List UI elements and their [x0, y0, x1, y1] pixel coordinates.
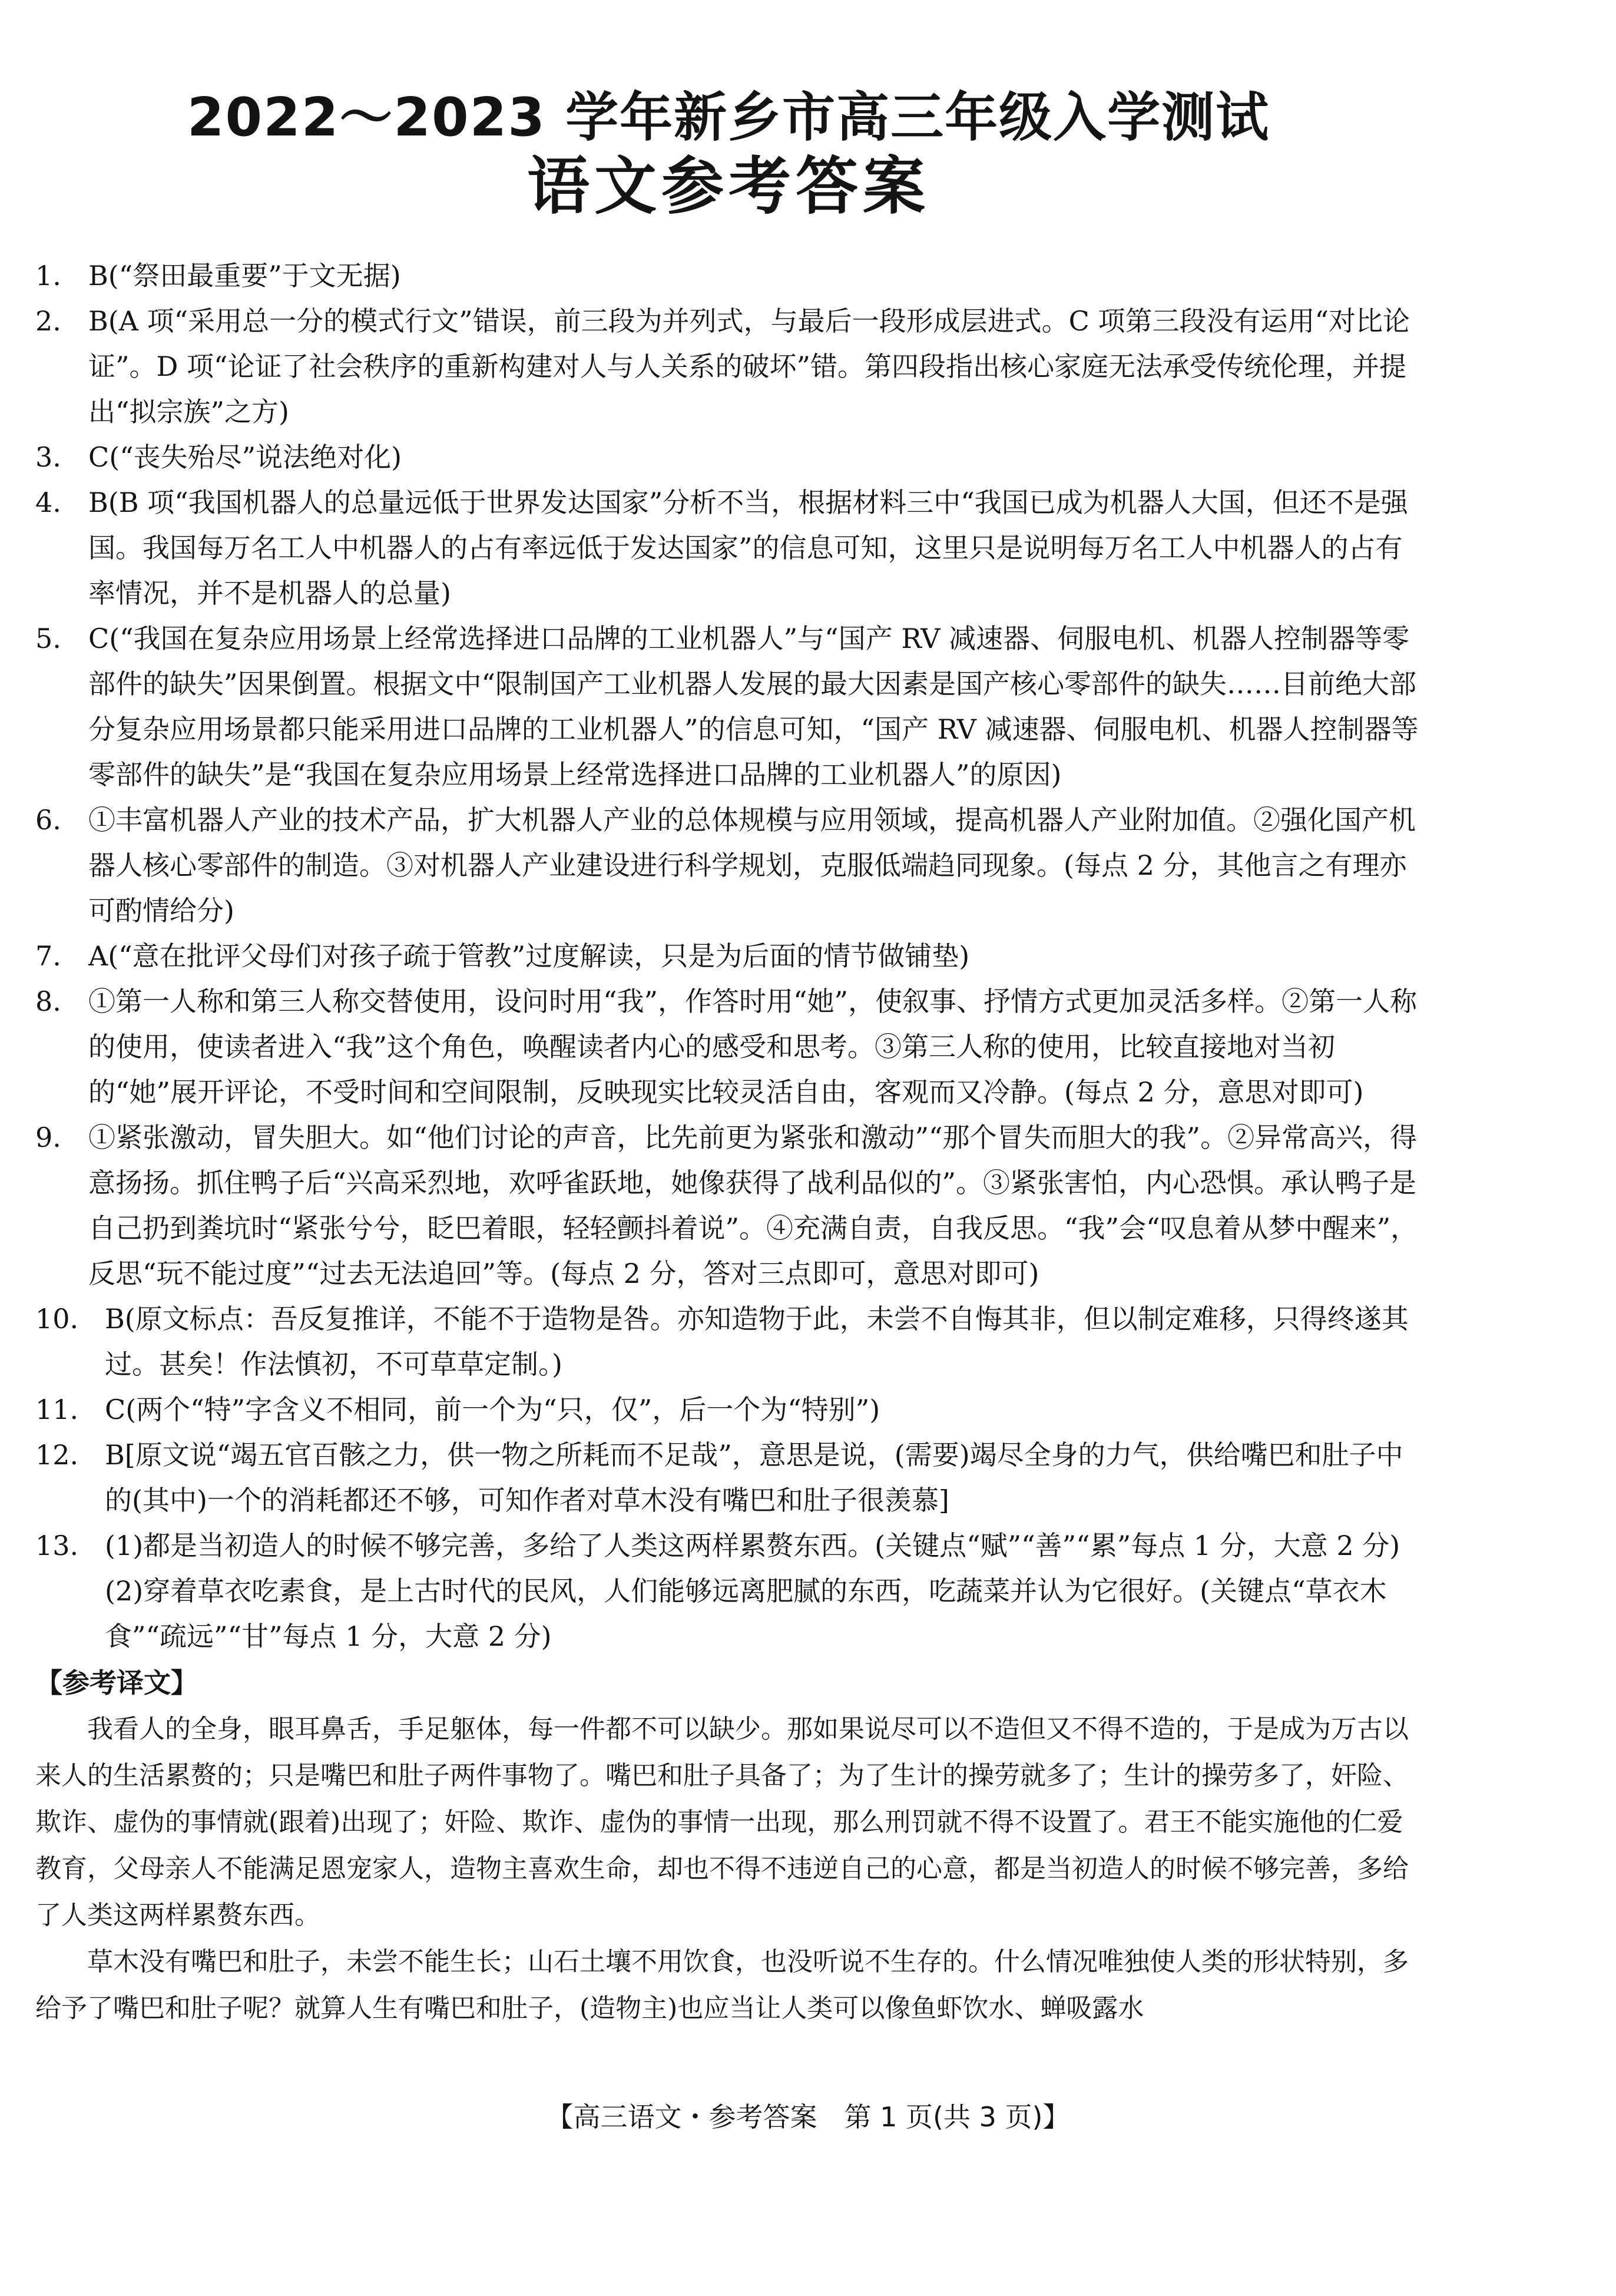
answer-text: B(A 项“采用总一分的模式行文”错误，前三段为并列式，与最后一段形成层进式。C 项第三段没有运用“对比论证”。D 项“论证了社会秩序的重新构建对人与人关系的破坏”错。第四段指出核心家庭无法承受传统伦理，并提出“拟宗族”之方) [88, 305, 1410, 428]
answer-item-10 [35, 1296, 1422, 1387]
answer-number: 12. [35, 1439, 79, 1471]
answer-subtext: (2)穿着草衣吃素食，是上古时代的民风，人们能够远离肥腻的东西，吃蔬菜并认为它很好。(关键点“草衣木食”“疏远”“甘”每点 1 分，大意 2 分) [105, 1575, 1387, 1652]
answer-number: 8. [35, 985, 61, 1017]
translation-heading: 【参考译文】 [35, 1667, 198, 1699]
answer-item-4 [35, 480, 1422, 616]
answer-number: 3. [35, 441, 61, 473]
answer-item-12 [35, 1432, 1422, 1523]
answer-text: (1)都是当初造人的时候不够完善，多给了人类这两样累赘东西。(关键点“赋”“善”“累”每点 1 分，大意 2 分) [105, 1530, 1400, 1561]
answer-number: 2. [35, 305, 61, 337]
translation-paragraph: 草木没有嘴巴和肚子，未尝不能生长；山石土壤不用饮食，也没听说不生存的。什么情况唯独使人类的形状特别，多给予了嘴巴和肚子呢？就算人生有嘴巴和肚子，(造物主)也应当让人类可以像鱼虾饮水、蝉吸露水 [35, 1947, 1409, 2023]
answer-item-3 [35, 435, 1422, 480]
answer-text: B[原文说“竭五官百骸之力，供一物之所耗而不足哉”，意思是说，(需要)竭尽全身的力气，供给嘴巴和肚子中的(其中)一个的消耗都还不够，可知作者对草木没有嘴巴和肚子很羡慕] [105, 1439, 1403, 1516]
answer-number: 6. [35, 804, 61, 836]
answer-number: 1. [35, 260, 61, 292]
answer-item-11 [35, 1387, 1422, 1432]
answer-text: ①丰富机器人产业的技术产品，扩大机器人产业的总体规模与应用领域，提高机器人产业附加值。②强化国产机器人核心零部件的制造。③对机器人产业建设进行科学规划，克服低端趋同现象。(每点 2 分，其他言之有理亦可酌情给分) [88, 804, 1416, 927]
page-footer: 【高三语文・参考答案 第 1 页(共 3 页)】 [546, 2101, 1070, 2133]
answer-text: C(“我国在复杂应用场景上经常选择进口品牌的工业机器人”与“国产 RV 减速器、伺服电机、机器人控制器等零部件的缺失”因果倒置。根据文中“限制国产工业机器人发展的最大因素是国产核心零部件的缺失……目前绝大部分复杂应用场景都只能采用进口品牌的工业机器人”的信息可知，“国产 RV 减速器、伺服电机、机器人控制器等零部件的缺失”是“我国在复杂应用场景上经常选择进口品牌的工业机器人”的原因) [88, 623, 1419, 790]
translation-paragraph: 我看人的全身，眼耳鼻舌，手足躯体，每一件都不可以缺少。那如果说尽可以不造但又不得不造的，于是成为万古以来人的生活累赘的；只是嘴巴和肚子两件事物了。嘴巴和肚子具备了；为了生计的操劳就多了；生计的操劳多了，奸险、欺诈、虚伪的事情就(跟着)出现了；奸险、欺诈、虚伪的事情一出现，那么刑罚就不得不设置了。君王不能实施他的仁爱教育，父母亲人不能满足恩宠家人，造物主喜欢生命，却也不得不违逆自己的心意，都是当初造人的时候不够完善，多给了人类这两样累赘东西。 [35, 1714, 1409, 1930]
answer-number: 11. [35, 1394, 79, 1425]
answer-number: 5. [35, 623, 61, 654]
answer-text: ①紧张激动，冒失胆大。如“他们讨论的声音，比先前更为紧张和激动”“那个冒失而胆大的我”。②异常高兴，得意扬扬。抓住鸭子后“兴高采烈地，欢呼雀跃地，她像获得了战利品似的”。③紧张害怕，内心恐惧。承认鸭子是自己扔到粪坑时“紧张兮兮，眨巴着眼，轻轻颤抖着说”。④充满自责，自我反思。“我”会“叹息着从梦中醒来”，反思“玩不能过度”“过去无法追回”等。(每点 2 分，答对三点即可，意思对即可) [88, 1121, 1418, 1289]
answer-text: C(两个“特”字含义不相同，前一个为“只，仅”，后一个为“特别”) [105, 1394, 880, 1425]
answer-text: C(“丧失殆尽”说法绝对化) [88, 441, 402, 473]
answer-item-9 [35, 1115, 1422, 1296]
answer-item-6 [35, 798, 1422, 934]
answer-item-2 [35, 299, 1422, 435]
page-subtitle: 语文参考答案 [527, 150, 930, 223]
answer-item-8 [35, 979, 1422, 1115]
answer-item-7 [35, 934, 1422, 979]
answer-item-13 [35, 1523, 1422, 1659]
page-title: 2022～2023 学年新乡市高三年级入学测试 [187, 87, 1270, 148]
answer-text: A(“意在批评父母们对孩子疏于管教”过度解读，只是为后面的情节做铺垫) [88, 940, 970, 972]
answer-item-1 [35, 253, 1422, 299]
answer-text: B(B 项“我国机器人的总量远低于世界发达国家”分析不当，根据材料三中“我国已成为机器人大国，但还不是强国。我国每万名工人中机器人的占有率远低于发达国家”的信息可知，这里只是说明每万名工人中机器人的占有率情况，并不是机器人的总量) [88, 487, 1408, 609]
answer-number: 10. [35, 1303, 79, 1335]
answer-number: 13. [35, 1530, 79, 1561]
answer-text: ①第一人称和第三人称交替使用，设问时用“我”，作答时用“她”，使叙事、抒情方式更加灵活多样。②第一人称的使用，使读者进入“我”这个角色，唤醒读者内心的感受和思考。③第三人称的使用，比较直接地对当初的“她”展开评论，不受时间和空间限制，反映现实比较灵活自由，客观而又冷静。(每点 2 分，意思对即可) [88, 985, 1418, 1108]
answer-item-5 [35, 616, 1422, 798]
answer-text: B(“祭田最重要”于文无据) [88, 260, 401, 292]
answer-number: 7. [35, 940, 61, 972]
answer-list [35, 253, 1422, 1659]
answer-number: 4. [35, 487, 61, 518]
answer-number: 9. [35, 1121, 61, 1153]
answer-text: B(原文标点：吾反复推详，不能不于造物是咎。亦知造物于此，未尝不自悔其非，但以制定难移，只得终遂其过。甚矣！作法慎初，不可草草定制。) [105, 1303, 1409, 1380]
